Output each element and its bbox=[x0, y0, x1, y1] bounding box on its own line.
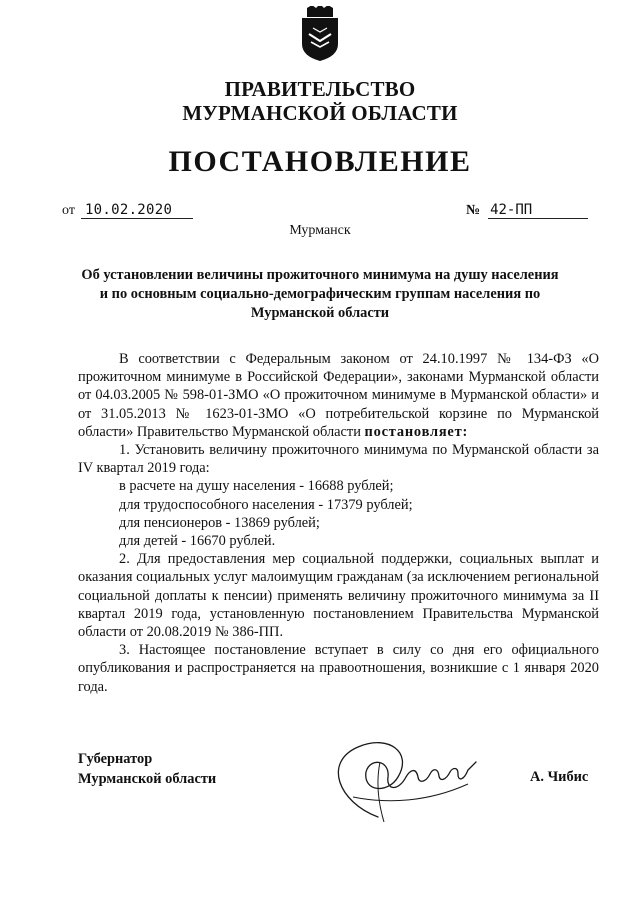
item-2-paragraph: 2. Для предоставления мер социальной поддержки, социальных выплат и оказания социальных услуг малоимущим гражданам (за исключением региональной социальной доплаты к пенсии) применять величину прожиточного минимума за II квартал 2019 года, установленную постановлением Правительства Мурманской области от 20.08.2019 № 386-ПП. bbox=[78, 551, 599, 641]
government-name-line2: МУРМАНСКОЙ ОБЛАСТИ bbox=[182, 101, 458, 125]
signer-title-line2: Мурманской области bbox=[78, 771, 217, 787]
preamble-paragraph bbox=[78, 350, 599, 441]
signer-title-line1: Губернатор bbox=[78, 751, 153, 767]
date-value: 10.02.2020 bbox=[81, 202, 193, 219]
document-type-title: ПОСТАНОВЛЕНИЕ bbox=[168, 145, 472, 178]
item-1-line: для пенсионеров - 13869 рублей; bbox=[119, 514, 320, 531]
preamble-text: В соответствии с Федеральным законом от 24.10.1997 № 134-ФЗ «О прожиточном минимуме в Российской Федерации», законами Мурманской области от 04.03.2005 № 598-01-ЗМО «О прожиточном минимуме в Мурманской области» и от 31.05.2013 № 1623-01-ЗМО «О потребительской корзине по Мурманской области» Правительство Мурманской области bbox=[78, 351, 599, 440]
document-body bbox=[78, 350, 599, 696]
government-name-line1: ПРАВИТЕЛЬСТВО bbox=[224, 77, 416, 101]
item-1-line: для трудоспособного населения - 17379 рублей; bbox=[119, 496, 413, 513]
coat-of-arms-icon bbox=[298, 6, 342, 62]
signer-title bbox=[78, 749, 216, 789]
number-prefix: № bbox=[466, 203, 481, 218]
item-1-intro: 1. Установить величину прожиточного минимума по Мурманской области за IV квартал 2019 года: bbox=[78, 442, 599, 477]
document-number bbox=[466, 202, 588, 219]
item-1-line: в расчете на душу населения - 16688 рублей; bbox=[119, 478, 394, 495]
item-3-paragraph: 3. Настоящее постановление вступает в силу со дня его официального опубликования и распространяется на правоотношения, возникшие с 1 января 2020 года. bbox=[78, 642, 599, 695]
document-city: Мурманск bbox=[289, 223, 351, 238]
document-subject: Об установлении величины прожиточного минимума на душу населения и по основным социально-демографическим группам населения по Мурманской области bbox=[81, 267, 559, 321]
date-prefix: от bbox=[62, 203, 75, 218]
decree-word: постановляет: bbox=[364, 423, 469, 440]
handwritten-signature-icon bbox=[318, 722, 488, 832]
document-date bbox=[62, 202, 193, 219]
item-1-line: для детей - 16670 рублей. bbox=[119, 533, 276, 550]
signer-name: А. Чибис bbox=[530, 769, 589, 785]
number-value: 42-ПП bbox=[488, 202, 588, 219]
